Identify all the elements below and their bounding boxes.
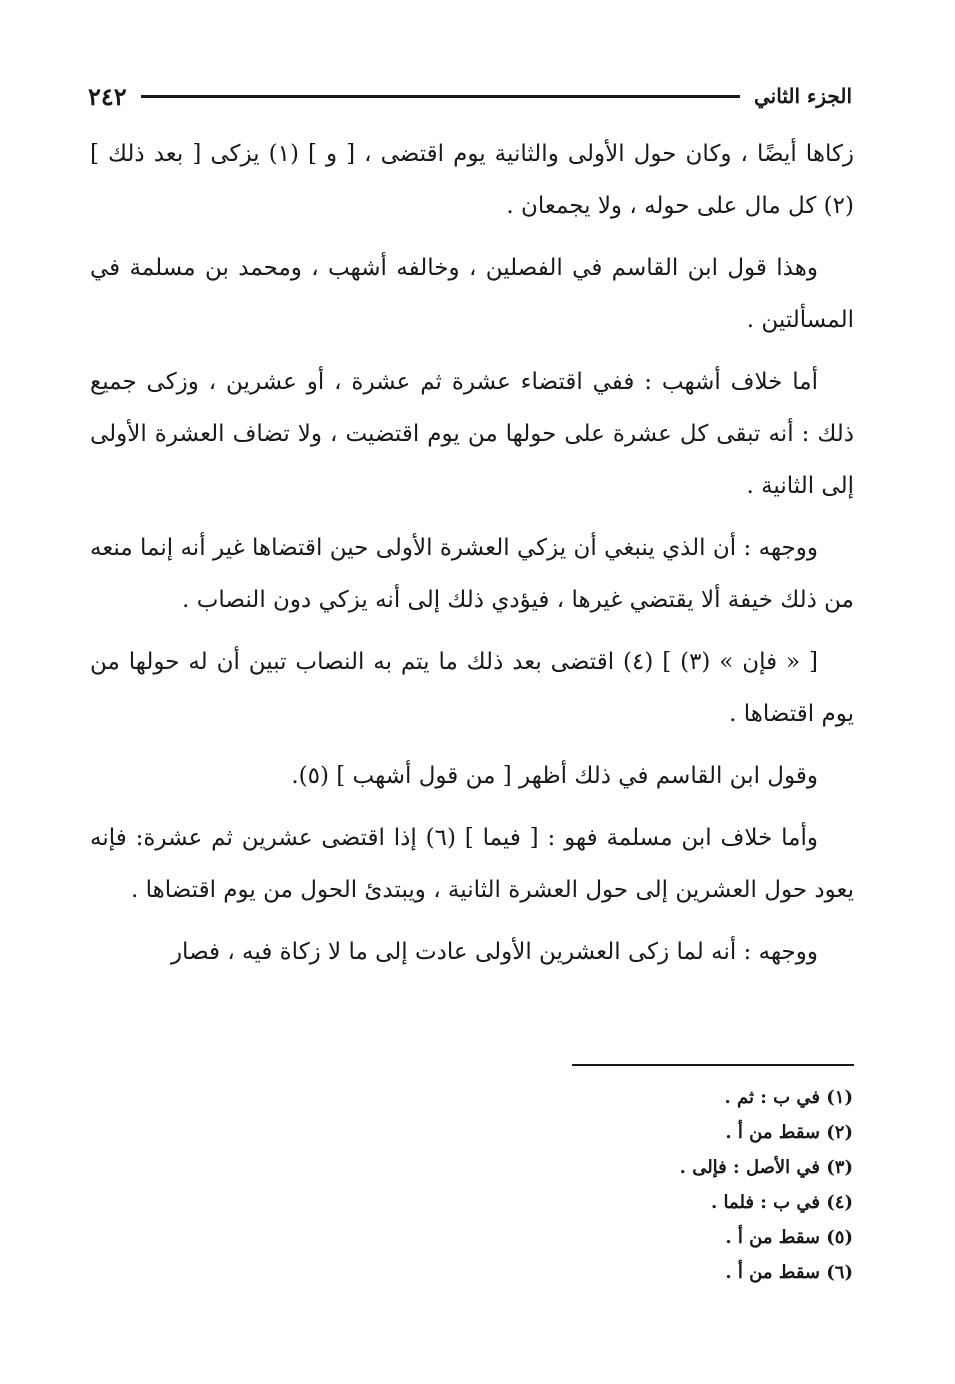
paragraph: أما خلاف أشهب : ففي اقتضاء عشرة ثم عشرة ، أو عشرين ، وزكى جميع ذلك : أنه تبقى كل عشرة على حولها من يوم اقتضيت ، ولا تضاف العشرة الأولى إلى الثانية . <box>90 369 854 499</box>
paragraph: ووجهه : أنه لما زكى العشرين الأولى عادت إلى ما لا زكاة فيه ، فصار <box>170 939 818 965</box>
footnotes <box>353 1080 853 1290</box>
footnote: (٦) سقط من أ . <box>725 1262 853 1283</box>
running-title: الجزء الثاني <box>754 84 852 108</box>
paragraph: [ « فإن » (٣) ] (٤) اقتضى بعد ذلك ما يتم به النصاب تبين أن له حولها من يوم اقتضاها . <box>90 649 854 727</box>
paragraph: وقول ابن القاسم في ذلك أظهر [ من قول أشهب ] (٥). <box>291 763 818 789</box>
main-text <box>90 128 854 988</box>
paragraph: ووجهه : أن الذي ينبغي أن يزكي العشرة الأولى حين اقتضاها غير أنه إنما منعه من ذلك خيفة ألا يقتضي غيرها ، فيؤدي ذلك إلى أنه يزكي دون النصاب . <box>90 535 854 613</box>
paragraph: زكاها أيضًا ، وكان حول الأولى والثانية يوم اقتضى ، [ و ] (١) يزكى [ بعد ذلك ] (٢) كل مال على حوله ، ولا يجمعان . <box>90 141 855 219</box>
page-header <box>88 78 852 114</box>
header-rule <box>141 95 740 98</box>
footnote: (٢) سقط من أ . <box>725 1122 853 1143</box>
paragraph: وهذا قول ابن القاسم في الفصلين ، وخالفه أشهب ، ومحمد بن مسلمة في المسألتين . <box>90 255 854 333</box>
footnote: (٣) في الأصل : فإلى . <box>679 1157 853 1178</box>
footnote-separator <box>572 1064 854 1066</box>
footnote: (١) في ب : ثم . <box>724 1087 853 1108</box>
page-number: ٢٤٢ <box>88 81 127 111</box>
footnote: (٥) سقط من أ . <box>725 1227 853 1248</box>
footnote: (٤) في ب : فلما . <box>711 1192 853 1213</box>
paragraph: وأما خلاف ابن مسلمة فهو : [ فيما ] (٦) إذا اقتضى عشرين ثم عشرة: فإنه يعود حول العشرين إلى حول العشرة الثانية ، ويبتدئ الحول من يوم اقتضاها . <box>90 825 854 903</box>
